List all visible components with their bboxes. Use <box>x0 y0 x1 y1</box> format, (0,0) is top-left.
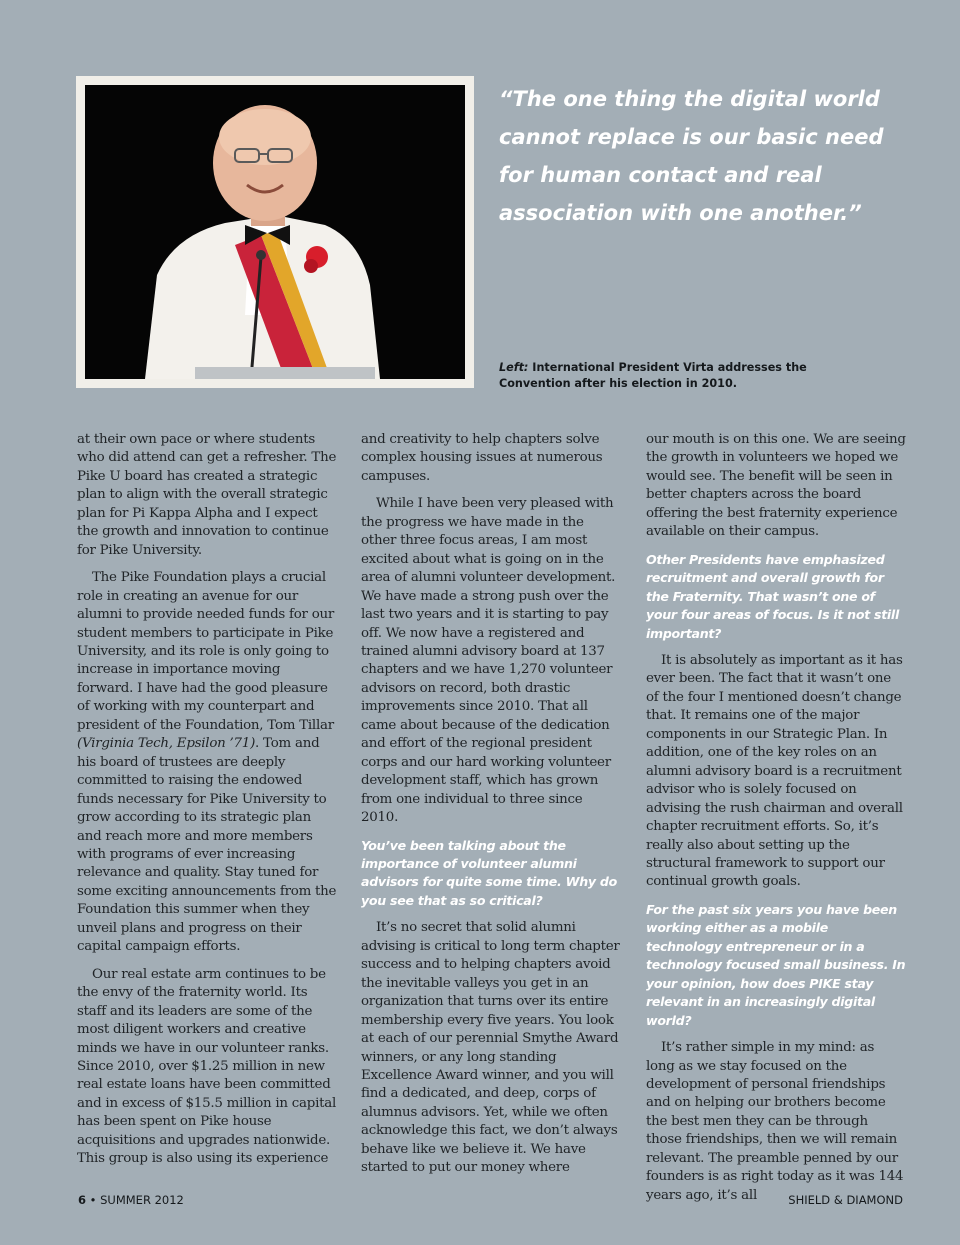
paragraph-text: . Tom and his board of trustees are deeply committed to raising the endowed funds necessary for Pike University to grow according to its strategic plan and reach more and more members with programs of ever increasing relevance and quality. Stay tuned for some exciting announcements from the Foundation this summer when they unveil plans and progress on their capital campaign efforts. <box>77 736 337 955</box>
speaker-photo <box>85 85 465 379</box>
paragraph: It is absolutely as important as it has ever been. The fact that it wasn’t one of the four I mentioned doesn’t change that. It remains one of the major components in our Strategic Plan. In addition, one of the key roles on an alumni advisory board is a recruitment advisor who is solely focused on advising the rush chairman and overall chapter recruitment efforts. So, it’s really also about setting up the structural framework to support our continual growth goals. <box>646 652 903 890</box>
photo-frame <box>76 76 474 388</box>
issue-label: SUMMER 2012 <box>100 1193 184 1207</box>
folio-separator: • <box>86 1193 101 1207</box>
paragraph-text: The Pike Foundation plays a crucial role in creating an avenue for our alumni to provide needed funds for our student members to participate in Pike University, and its role is only going to increase in importance moving forward. I have had the good pleasure of working with my counterpart and president of the Foundation, Tom Tillar <box>77 570 335 733</box>
paragraph: While I have been very pleased with the progress we have made in the other three focus areas, I am most excited about what is going on in the area of alumni volunteer development. We have made a strong push over the last two years and it is starting to pay off. We now have a registered and trained alumni advisory board at 137 chapters and we have 1,270 volunteer advisors on record, both drastic improvements since 2010. That all came about because of the dedication and effort of the regional president corps and our hard working volunteer development staff, which has grown from one individual to three since 2010. <box>361 496 616 826</box>
interview-question: For the past six years you have been working either as a mobile technology entrepreneur or in a technology focused small business. In your opinion, how does PIKE stay relevant in an increasingly digital world? <box>646 901 906 1028</box>
pull-quote: “The one thing the digital world cannot replace is our basic need for human contact and real association with one another.” <box>499 87 884 225</box>
interview-question: You’ve been talking about the importance of volunteer alumni advisors for quite some time. Why do you see that as so critical? <box>361 837 617 908</box>
caption-text: International President Virta addresses the Convention after his election in 2010. <box>499 361 807 390</box>
paragraph: our mouth is on this one. We are seeing the growth in volunteers we hoped we would see. The benefit will be seen in better chapters across the board offering the best fraternity experience available on their campus. <box>646 432 906 540</box>
photo-caption <box>499 360 859 392</box>
paragraph: Our real estate arm continues to be the envy of the fraternity world. Its staff and its leaders are some of the most diligent workers and creative minds we have in our volunteer ranks. Since 2010, over $1.25 million in new real estate loans have been committed and in excess of $15.5 million in capital has been spent on Pike house acquisitions and upgrades nationwide. This group is also using its experience <box>77 966 337 1167</box>
paragraph: at their own pace or where students who did attend can get a refresher. The Pike U board has created a strategic plan to align with the overall strategic plan for Pi Kappa Alpha and I expect the growth and innovation to continue for Pike University. <box>77 432 337 558</box>
article-column-1 <box>77 431 337 1178</box>
paragraph <box>77 569 337 957</box>
paragraph: It’s rather simple in my mind: as long as we stay focused on the development of personal friendships and on helping our brothers become the best men they can be through those friendships, then we will remain relevant. The preamble penned by our founders is as right today as it was 144 years ago, it’s all <box>646 1040 904 1203</box>
speaker-illustration <box>85 85 465 379</box>
interview-question: Other Presidents have emphasized recruitment and overall growth for the Fraternity. That wasn’t one of your four areas of focus. Is it not still important? <box>646 551 899 641</box>
article-column-3 <box>646 431 906 1214</box>
footer-folio <box>78 1193 184 1207</box>
paragraph: and creativity to help chapters solve complex housing issues at numerous campuses. <box>361 432 603 484</box>
publication-name: SHIELD & DIAMOND <box>788 1193 903 1207</box>
caption-lead: Left: <box>499 361 529 374</box>
page-number: 6 <box>78 1193 87 1207</box>
article-column-2 <box>361 431 621 1187</box>
affiliation-text: (Virginia Tech, Epsilon ’71) <box>77 736 256 752</box>
paragraph: It’s no secret that solid alumni advising is critical to long term chapter success and to helping chapters avoid the inevitable valleys you get in an organization that turns over its entire membership every five years. You look at each of our perennial Smythe Award winners, or any long standing Excellence Award winner, and you will find a dedicated, and deep, corps of alumnus advisors. Yet, while we often acknowledge this fact, we don’t always behave like we believe it. We have started to put our money where <box>361 920 620 1176</box>
